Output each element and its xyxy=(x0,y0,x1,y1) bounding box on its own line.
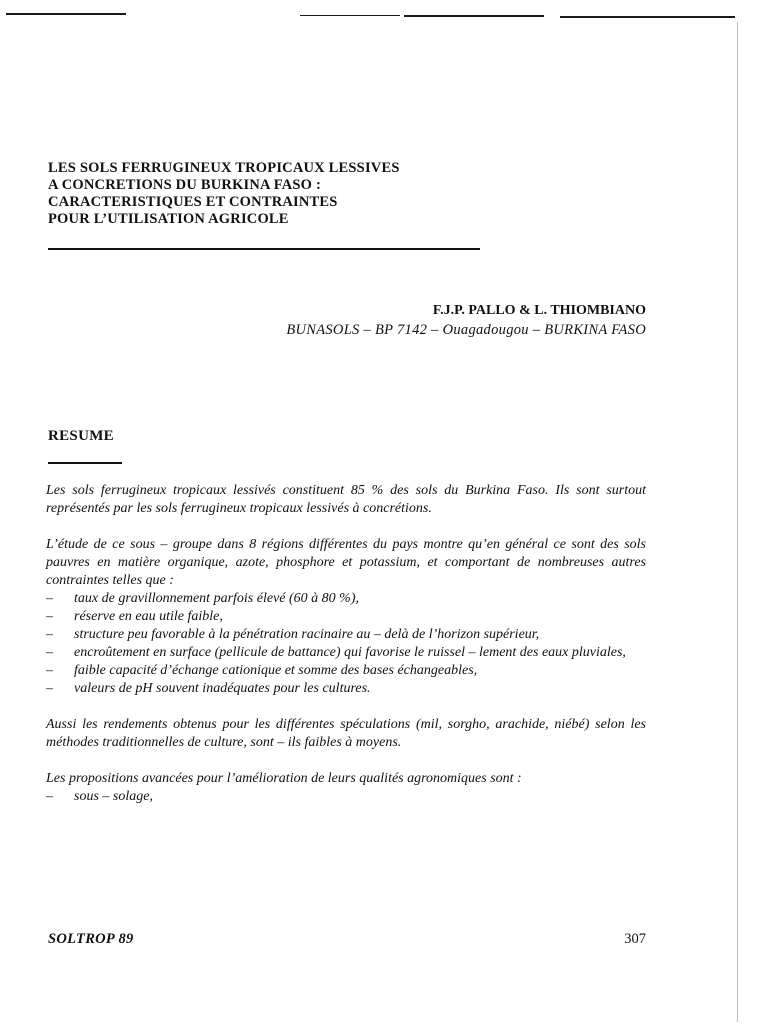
abstract-heading: RESUME xyxy=(48,428,114,444)
list-item: – encroûtement en surface (pellicule de battance) qui favorise le ruissel – lement des eaux pluviales, xyxy=(46,645,626,660)
page-edge xyxy=(737,22,738,1022)
affiliation: BUNASOLS – BP 7142 – Ouagadougou – BURKINA FASO xyxy=(286,322,646,338)
title-divider xyxy=(48,248,480,250)
page-number: 307 xyxy=(624,931,646,947)
list-item: – valeurs de pH souvent inadéquates pour les cultures. xyxy=(46,681,371,696)
journal-name: SOLTROP 89 xyxy=(48,931,134,947)
abstract-paragraph: L’étude de ce sous – groupe dans 8 régions différentes du pays montre qu’en général ce sont des sols pauvres en matière organique, azote, phosphore et potassium, et comportant de nombreuses autres contraintes telles que : xyxy=(46,537,646,588)
title-line: POUR L’UTILISATION AGRICOLE xyxy=(48,211,289,227)
constraints-list xyxy=(46,590,646,698)
abstract-paragraph: Les sols ferrugineux tropicaux lessivés constituent 85 % des sols du Burkina Faso. Ils sont surtout représentés par les sols ferrugineux tropicaux lessivés à concrétions. xyxy=(46,483,646,516)
abstract-body xyxy=(46,482,646,824)
abstract-paragraph: Les propositions avancées pour l’amélioration de leurs qualités agronomiques sont : xyxy=(46,771,522,786)
list-item: – réserve en eau utile faible, xyxy=(46,609,223,624)
title-line: A CONCRETIONS DU BURKINA FASO : xyxy=(48,177,322,193)
scan-line xyxy=(6,13,126,15)
list-item: – structure peu favorable à la pénétration racinaire au – delà de l’horizon supérieur, xyxy=(46,627,540,642)
title-line: CARACTERISTIQUES ET CONTRAINTES xyxy=(48,194,338,210)
list-item: – sous – solage, xyxy=(46,789,153,804)
abstract-paragraph: Aussi les rendements obtenus pour les différentes spéculations (mil, sorgho, arachide, niébé) selon les méthodes traditionnelles de culture, sont – ils faibles à moyens. xyxy=(46,717,646,750)
authors: F.J.P. PALLO & L. THIOMBIANO xyxy=(432,303,646,318)
scan-line xyxy=(560,16,735,18)
article-title xyxy=(48,160,508,228)
scan-line xyxy=(300,15,400,16)
heading-underline xyxy=(48,462,122,464)
title-line: LES SOLS FERRUGINEUX TROPICAUX LESSIVES xyxy=(48,160,400,176)
proposals-list xyxy=(46,788,646,806)
list-item: – taux de gravillonnement parfois élevé (60 à 80 %), xyxy=(46,591,359,606)
scan-line xyxy=(404,15,544,17)
list-item: – faible capacité d’échange cationique et somme des bases échangeables, xyxy=(46,663,478,678)
